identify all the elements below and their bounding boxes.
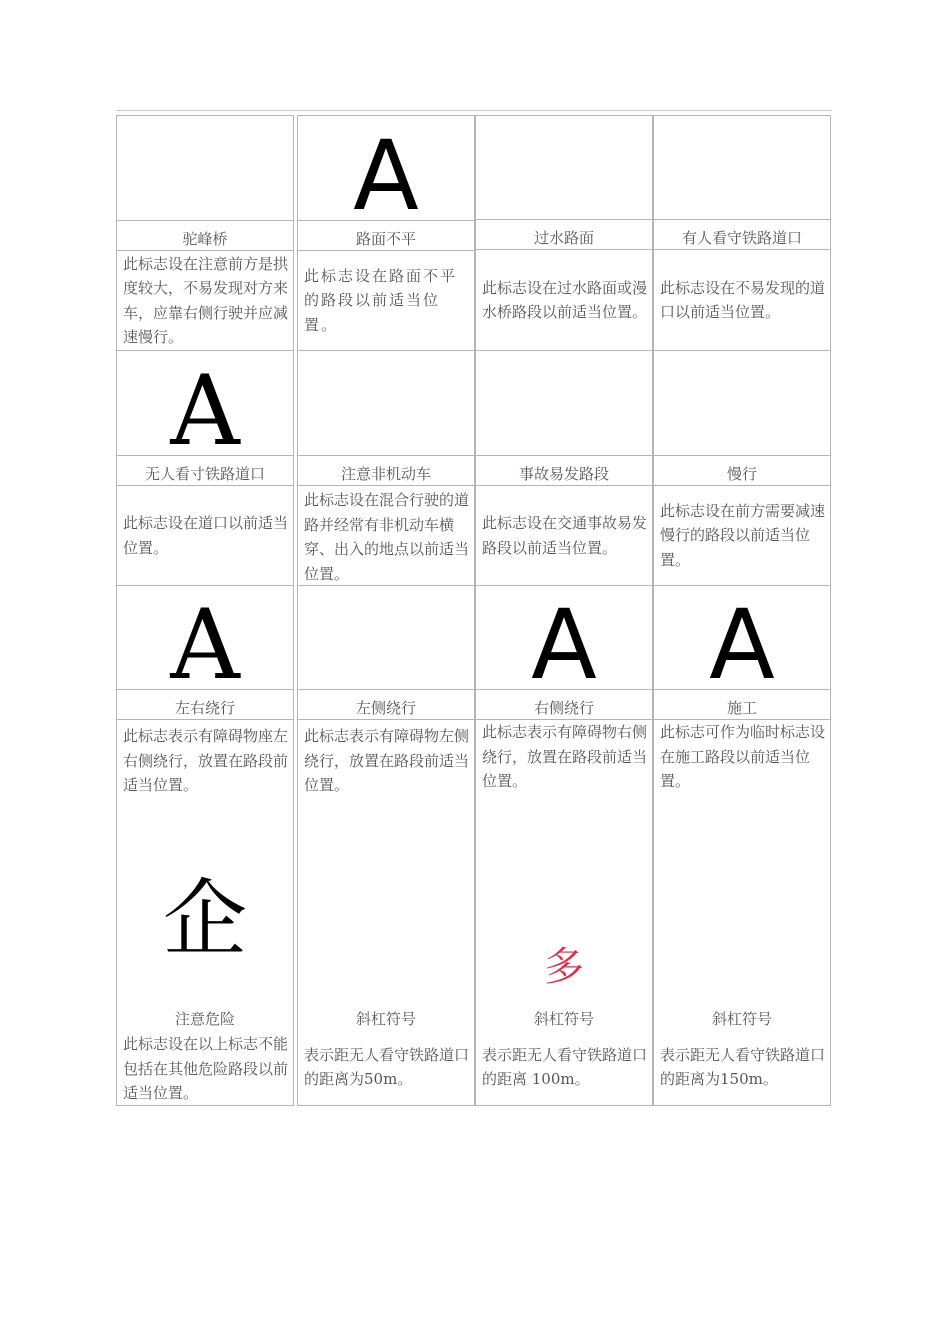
sign-description: 表示距无人看守铁路道口的距离为150m。: [653, 1029, 831, 1106]
sign-image-slash-150: [653, 809, 831, 987]
sign-image-construction: A: [653, 586, 831, 689]
sign-image-detour-left: [297, 586, 475, 689]
sign-name: 斜杠符号: [475, 987, 653, 1029]
sign-name: 右侧绕行: [475, 689, 653, 719]
sign-image-hump-bridge: [116, 115, 294, 220]
sign-image-slow: [653, 351, 831, 455]
sign-description: 此标志设在路面不平的路段以前适当位置。: [297, 250, 475, 351]
sign-description: 此标志设在过水路面或漫水桥路段以前适当位置。: [475, 249, 653, 351]
sign-image-slash-100: 多: [475, 809, 653, 987]
sign-image-danger: 企: [116, 809, 294, 987]
sign-name: 驼峰桥: [116, 220, 294, 250]
sign-name: 无人看寸铁路道口: [116, 455, 294, 485]
sign-image-accident-prone: [475, 351, 653, 455]
table-top-rule: [116, 110, 832, 111]
sign-name: 有人看守铁路道口: [653, 219, 831, 249]
sign-description: 此标志可作为临时标志设在施工路段以前适当位置。: [653, 719, 831, 809]
sign-image-slash-50: [297, 809, 475, 987]
sign-name: 注意非机动车: [297, 455, 475, 485]
sign-image-guarded-crossing: [653, 115, 831, 219]
sign-image-detour-right: A: [475, 586, 653, 689]
sign-description: 此标志设在混合行驶的道路并经常有非机动车横穿、出入的地点以前适当位置。: [297, 485, 475, 586]
sign-name: 施工: [653, 689, 831, 719]
sign-description: 表示距无人看守铁路道口的距离为50m。: [297, 1029, 475, 1106]
sign-name: 斜杠符号: [653, 987, 831, 1029]
sign-name: 过水路面: [475, 219, 653, 249]
sign-description: 此标志设在注意前方是拱度较大，不易发现对方来车，应靠右侧行驶并应减速慢行。: [116, 250, 294, 351]
sign-name: 左侧绕行: [297, 689, 475, 719]
sign-name: 注意危险: [116, 987, 294, 1029]
sign-description: 此标志设在交通事故易发路段以前适当位置。: [475, 485, 653, 586]
sign-image-detour-both: A: [116, 586, 294, 689]
sign-description: 此标志表示有障碍物右侧绕行，放置在路段前适当位置。: [475, 719, 653, 809]
sign-name: 事故易发路段: [475, 455, 653, 485]
sign-image-unguarded-crossing: A: [116, 351, 294, 455]
sign-description: 此标志设在不易发现的道口以前适当位置。: [653, 249, 831, 351]
sign-description: 此标志表示有障碍物左侧绕行，放置在路段前适当位置。: [297, 719, 475, 809]
sign-image-uneven-road: A: [297, 115, 475, 220]
sign-name: 左右绕行: [116, 689, 294, 719]
sign-name: 慢行: [653, 455, 831, 485]
sign-description: 此标志设在前方需要减速慢行的路段以前适当位置。: [653, 485, 831, 586]
sign-description: 此标志设在道口以前适当位置。: [116, 485, 294, 586]
sign-name: 路面不平: [297, 220, 475, 250]
sign-description: 表示距无人看守铁路道口的距离 100m。: [475, 1029, 653, 1106]
sign-name: 斜杠符号: [297, 987, 475, 1029]
sign-description: 此标志表示有障碍物座左右侧绕行，放置在路段前适当位置。: [116, 719, 294, 809]
sign-description: 此标志设在以上标志不能包括在其他危险路段以前适当位置。: [116, 1029, 294, 1106]
sign-image-non-motor: [297, 351, 475, 455]
sign-image-ford: [475, 115, 653, 219]
